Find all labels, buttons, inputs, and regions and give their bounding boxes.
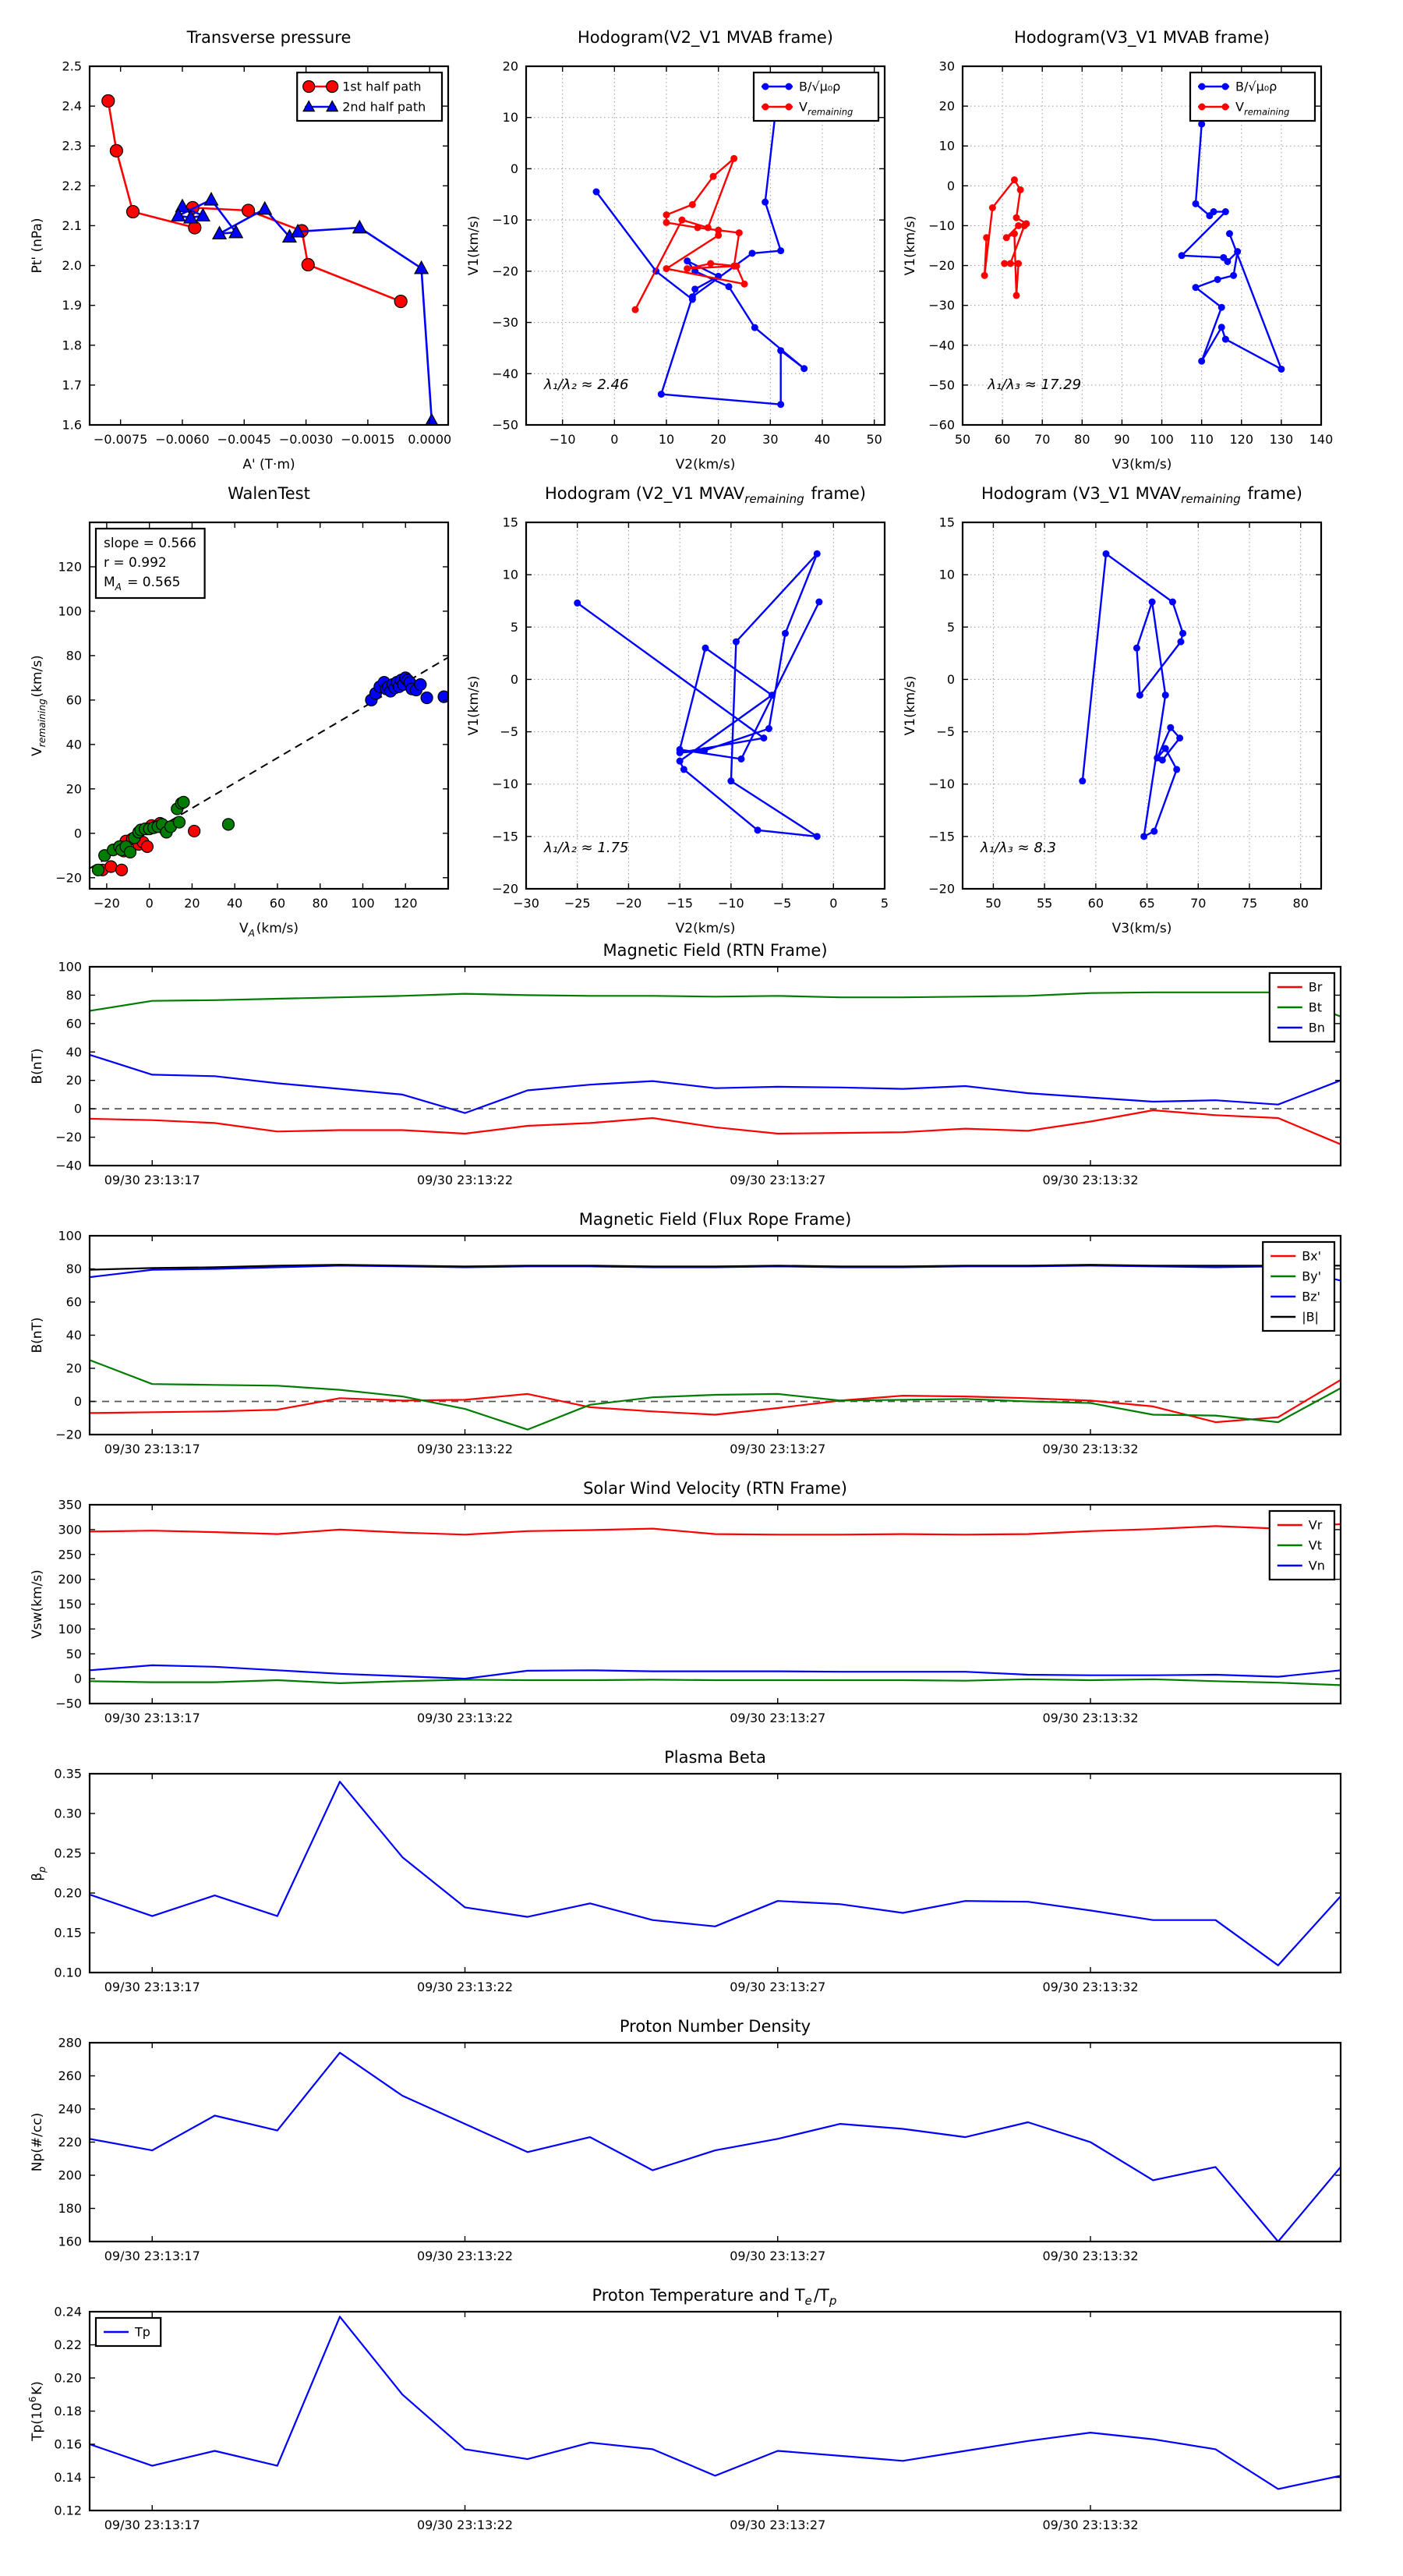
svg-text:20: 20: [65, 781, 82, 797]
series-Bn: [90, 1055, 1341, 1113]
svg-text:−60: −60: [928, 417, 955, 433]
series-Np: [90, 2053, 1341, 2242]
x-axis-label: A' (T·m): [242, 457, 295, 472]
series-Br: [90, 1110, 1341, 1145]
axis-ticks: [55, 960, 1341, 1188]
svg-text:09/30 23:13:27: 09/30 23:13:27: [730, 1173, 826, 1187]
svg-text:40: 40: [227, 896, 243, 911]
chart-title: Solar Wind Velocity (RTN Frame): [583, 1479, 847, 1498]
svg-text:0.15: 0.15: [54, 1925, 82, 1941]
svg-text:60: 60: [994, 432, 1011, 447]
x-axis-label: V2(km/s): [675, 921, 736, 936]
y-axis-label: B(nT): [30, 1048, 45, 1085]
svg-text:Bn: Bn: [1308, 1020, 1325, 1035]
chart-transverse_pressure: [30, 28, 451, 472]
chart-proton_density: [30, 2017, 1341, 2263]
annotation: λ₁/λ₃ ≈ 8.3: [981, 840, 1056, 856]
series-V_remaining: [981, 176, 1030, 299]
svg-text:20: 20: [938, 98, 955, 114]
chart-title: Plasma Beta: [664, 1748, 766, 1767]
svg-text:0: 0: [946, 671, 955, 687]
svg-text:−40: −40: [928, 338, 955, 353]
svg-text:350: 350: [58, 1497, 82, 1513]
svg-text:09/30 23:13:27: 09/30 23:13:27: [730, 2249, 826, 2263]
chart-title: Proton Number Density: [619, 2017, 811, 2036]
svg-text:50: 50: [985, 896, 1002, 911]
chart-title: WalenTest: [228, 484, 310, 503]
svg-text:09/30 23:13:17: 09/30 23:13:17: [104, 1980, 200, 1994]
y-axis-label: V1(km/s): [903, 215, 918, 276]
svg-text:Vremaining: $V_{remaining}$: [799, 99, 853, 118]
legend: [754, 73, 878, 121]
svg-text:65: 65: [1139, 896, 1155, 911]
svg-text:−0.0075: −0.0075: [93, 432, 148, 447]
series-Bt: [90, 993, 1341, 1017]
svg-text:260: 260: [58, 2068, 82, 2083]
svg-text:10: 10: [938, 567, 955, 582]
svg-text:−50: −50: [492, 417, 518, 433]
svg-text:−40: −40: [492, 366, 518, 381]
svg-text:1.9: 1.9: [62, 298, 82, 313]
svg-text:20: 20: [710, 432, 726, 447]
series-Vn: [90, 1665, 1341, 1679]
svg-text:09/30 23:13:32: 09/30 23:13:32: [1042, 1711, 1139, 1725]
series-V_path: [1079, 550, 1186, 840]
svg-text:−0.0030: −0.0030: [278, 432, 334, 447]
chart-title: Hodogram (V2_V1 $MVAV_{remaining}$ frame): [545, 484, 866, 506]
svg-text:2nd half path: 2nd half path: [342, 99, 426, 115]
svg-text:0: 0: [829, 896, 838, 911]
svg-text:09/30 23:13:32: 09/30 23:13:32: [1042, 2249, 1139, 2263]
svg-text:5: 5: [946, 619, 955, 635]
svg-text:80: 80: [1074, 432, 1090, 447]
svg-text:120: 120: [58, 559, 82, 575]
legend: [297, 73, 442, 121]
svg-text:10: 10: [502, 110, 518, 126]
svg-text:50: 50: [866, 432, 882, 447]
svg-text:0.12: 0.12: [54, 2503, 82, 2518]
svg-text:0.24: 0.24: [54, 2304, 82, 2319]
svg-text:−0.0015: −0.0015: [341, 432, 395, 447]
svg-text:120: 120: [393, 896, 418, 911]
svg-text:−25: −25: [564, 896, 591, 911]
svg-text:2.3: 2.3: [62, 138, 82, 154]
svg-text:0.35: 0.35: [54, 1766, 82, 1782]
svg-text:−20: −20: [928, 881, 955, 897]
series-1st half path: [102, 94, 407, 307]
svg-text:0.14: 0.14: [54, 2470, 82, 2485]
svg-text:0: 0: [610, 432, 619, 447]
svg-text:100: 100: [58, 1228, 82, 1244]
chart-mf_fluxrope: [30, 1210, 1341, 1456]
axes-frame: [526, 522, 885, 889]
svg-text:80: 80: [312, 896, 328, 911]
svg-text:−20: −20: [55, 1130, 82, 1145]
svg-text:0: 0: [510, 671, 518, 687]
svg-text:40: 40: [65, 737, 82, 752]
series-B_scaled: [1179, 121, 1285, 373]
svg-text:120: 120: [1229, 432, 1254, 447]
series-Vt: [90, 1679, 1341, 1686]
svg-text:−20: −20: [55, 1427, 82, 1442]
y-axis-label: V1(km/s): [903, 675, 918, 736]
svg-text:0.10: 0.10: [54, 1965, 82, 1980]
svg-text:0: 0: [73, 1394, 82, 1409]
svg-text:|B|: |B|: [1302, 1309, 1319, 1325]
chart-vsw_rtn: [30, 1479, 1341, 1725]
svg-text:0: 0: [510, 161, 518, 176]
svg-text:20: 20: [502, 58, 518, 74]
annotation: λ₁/λ₃ ≈ 17.29: [988, 377, 1082, 393]
stats-line: $M_A$ = 0.565: [104, 575, 181, 593]
svg-text:−10: −10: [492, 212, 518, 228]
svg-text:Vr: Vr: [1308, 1517, 1323, 1533]
svg-text:−5: −5: [772, 896, 792, 911]
svg-text:Tp: Tp: [135, 2324, 150, 2340]
x-axis-label: V3(km/s): [1111, 921, 1172, 936]
svg-text:09/30 23:13:22: 09/30 23:13:22: [416, 1173, 514, 1187]
axis-ticks: [55, 1498, 1341, 1726]
svg-text:B/√μ₀ρ: B/√μ₀ρ: [799, 79, 841, 94]
svg-text:55: 55: [1036, 896, 1053, 911]
svg-text:09/30 23:13:17: 09/30 23:13:17: [104, 1173, 200, 1187]
svg-text:70: 70: [1034, 432, 1051, 447]
y-axis-label: $V_{remaining}$ (km/s): [30, 655, 48, 756]
svg-text:By': By': [1302, 1269, 1322, 1284]
svg-text:0.20: 0.20: [54, 1885, 82, 1901]
svg-text:0.18: 0.18: [54, 2404, 82, 2419]
chart-title: Magnetic Field (Flux Rope Frame): [578, 1210, 852, 1229]
chart-hodogram_v3v1_mvab: [903, 28, 1333, 472]
svg-text:80: 80: [1292, 896, 1309, 911]
svg-text:90: 90: [1114, 432, 1130, 447]
svg-text:5: 5: [510, 619, 518, 635]
legend: [96, 2318, 161, 2346]
svg-text:−20: −20: [492, 264, 518, 279]
axis-ticks: [58, 2036, 1341, 2264]
svg-text:−5: −5: [500, 724, 518, 740]
svg-text:140: 140: [1309, 432, 1334, 447]
svg-text:−0.0045: −0.0045: [217, 432, 271, 447]
svg-text:−20: −20: [55, 870, 82, 886]
svg-text:−40: −40: [55, 1158, 82, 1173]
svg-text:09/30 23:13:17: 09/30 23:13:17: [104, 1711, 200, 1725]
svg-text:60: 60: [1087, 896, 1104, 911]
svg-text:Bt: Bt: [1308, 1000, 1323, 1015]
svg-text:100: 100: [1150, 432, 1174, 447]
svg-text:110: 110: [1189, 432, 1214, 447]
svg-text:09/30 23:13:17: 09/30 23:13:17: [104, 1442, 200, 1456]
stats-line: r = 0.992: [104, 555, 167, 571]
svg-text:180: 180: [58, 2201, 82, 2216]
svg-text:100: 100: [58, 603, 82, 619]
legend: [1270, 1511, 1334, 1580]
chart-title: Magnetic Field (RTN Frame): [603, 941, 828, 960]
svg-text:0.0000: 0.0000: [408, 432, 452, 447]
svg-text:−10: −10: [549, 432, 576, 447]
svg-text:0.25: 0.25: [54, 1845, 82, 1861]
svg-text:20: 20: [65, 1073, 82, 1088]
svg-text:1.6: 1.6: [62, 417, 82, 433]
series-Tp: [90, 2316, 1341, 2489]
series-beta_p: [90, 1782, 1341, 1966]
svg-text:160: 160: [58, 2234, 82, 2249]
svg-text:75: 75: [1241, 896, 1258, 911]
svg-text:09/30 23:13:32: 09/30 23:13:32: [1042, 1980, 1139, 1994]
chart-title: Hodogram (V3_V1 $MVAV_{remaining}$ frame): [981, 484, 1302, 506]
y-axis-label: V1(km/s): [466, 675, 482, 736]
svg-text:220: 220: [58, 2135, 82, 2150]
axes-frame: [90, 2043, 1341, 2242]
svg-text:0.20: 0.20: [54, 2370, 82, 2386]
svg-text:80: 80: [65, 648, 82, 663]
stats-line: slope = 0.566: [104, 536, 196, 551]
svg-text:50: 50: [954, 432, 971, 447]
y-axis-label: $Tp(10^6$ K): [27, 2381, 45, 2441]
svg-text:09/30 23:13:32: 09/30 23:13:32: [1042, 2518, 1139, 2532]
svg-text:Vremaining: $V_{remaining}$: [1235, 99, 1290, 118]
svg-text:2.2: 2.2: [62, 178, 82, 193]
svg-text:−30: −30: [513, 896, 539, 911]
svg-text:09/30 23:13:27: 09/30 23:13:27: [730, 2518, 826, 2532]
svg-text:09/30 23:13:32: 09/30 23:13:32: [1042, 1442, 1139, 1456]
svg-text:0.22: 0.22: [54, 2337, 82, 2352]
svg-text:10: 10: [938, 138, 955, 154]
svg-text:300: 300: [58, 1522, 82, 1537]
svg-text:−20: −20: [94, 896, 120, 911]
svg-text:2.0: 2.0: [62, 258, 82, 274]
svg-text:0: 0: [145, 896, 154, 911]
chart-hodogram_v2v1_mvav: [466, 484, 889, 936]
svg-text:10: 10: [502, 567, 518, 582]
svg-text:0.30: 0.30: [54, 1806, 82, 1821]
svg-text:60: 60: [65, 1294, 82, 1310]
y-axis-label: V1(km/s): [466, 215, 482, 276]
svg-text:200: 200: [58, 1572, 82, 1587]
svg-text:250: 250: [58, 1547, 82, 1562]
series-Vr: [90, 1524, 1341, 1534]
svg-text:Vn: Vn: [1308, 1558, 1325, 1573]
svg-text:5: 5: [880, 896, 889, 911]
chart-proton_temp: [27, 2286, 1341, 2532]
svg-text:09/30 23:13:22: 09/30 23:13:22: [416, 2249, 514, 2263]
svg-text:−10: −10: [928, 218, 955, 233]
chart-mf_rtn: [30, 941, 1341, 1187]
axes-frame: [90, 2312, 1341, 2511]
x-axis-label: $V_A$ (km/s): [239, 921, 299, 939]
svg-text:20: 20: [65, 1361, 82, 1376]
svg-text:−20: −20: [928, 258, 955, 274]
chart-hodogram_v2v1_mvab: [466, 28, 885, 472]
svg-text:Bz': Bz': [1302, 1289, 1320, 1304]
x-axis-label: V2(km/s): [675, 457, 736, 472]
svg-text:−15: −15: [928, 829, 955, 844]
svg-text:Bx': Bx': [1302, 1248, 1322, 1264]
y-axis-label: B(nT): [30, 1317, 45, 1353]
svg-text:−10: −10: [492, 777, 518, 792]
svg-text:60: 60: [65, 692, 82, 708]
x-axis-label: V3(km/s): [1111, 457, 1172, 472]
svg-text:80: 80: [65, 1261, 82, 1276]
svg-text:−20: −20: [492, 881, 518, 897]
svg-text:09/30 23:13:17: 09/30 23:13:17: [104, 2518, 200, 2532]
svg-text:−20: −20: [615, 896, 642, 911]
svg-text:60: 60: [269, 896, 286, 911]
svg-text:30: 30: [938, 58, 955, 74]
svg-text:0: 0: [73, 1671, 82, 1686]
svg-text:Br: Br: [1308, 979, 1323, 995]
axes-frame: [90, 1774, 1341, 1973]
svg-text:09/30 23:13:27: 09/30 23:13:27: [730, 1980, 826, 1994]
svg-text:2.1: 2.1: [62, 218, 82, 233]
svg-text:1.8: 1.8: [62, 338, 82, 353]
svg-text:40: 40: [65, 1044, 82, 1060]
svg-text:100: 100: [58, 959, 82, 975]
svg-text:09/30 23:13:27: 09/30 23:13:27: [730, 1442, 826, 1456]
svg-text:B/√μ₀ρ: B/√μ₀ρ: [1235, 79, 1278, 94]
svg-text:150: 150: [58, 1597, 82, 1612]
svg-text:50: 50: [65, 1646, 82, 1661]
svg-text:80: 80: [65, 987, 82, 1003]
chart-title: Hodogram(V3_V1 MVAB frame): [1014, 28, 1270, 47]
svg-text:15: 15: [938, 515, 955, 530]
legend: [1270, 973, 1334, 1042]
svg-text:2.4: 2.4: [62, 98, 82, 114]
svg-text:09/30 23:13:32: 09/30 23:13:32: [1042, 1173, 1139, 1187]
grid: [526, 522, 885, 889]
svg-text:1st half path: 1st half path: [342, 79, 422, 94]
svg-text:20: 20: [184, 896, 200, 911]
svg-text:1.7: 1.7: [62, 377, 82, 393]
annotation: λ₁/λ₂ ≈ 2.46: [544, 377, 629, 393]
chart-plasma_beta: [30, 1748, 1341, 1994]
svg-text:100: 100: [58, 1621, 82, 1637]
legend: [1190, 73, 1315, 121]
svg-text:−10: −10: [928, 777, 955, 792]
axis-ticks: [55, 1229, 1341, 1457]
svg-text:−50: −50: [55, 1696, 82, 1711]
svg-text:40: 40: [65, 1328, 82, 1343]
y-axis-label: Vsw(km/s): [30, 1569, 45, 1639]
chart-walen_test: [30, 484, 450, 939]
axis-ticks: [54, 2305, 1341, 2533]
series-V_path: [574, 550, 822, 840]
svg-text:70: 70: [1190, 896, 1207, 911]
svg-text:40: 40: [814, 432, 831, 447]
svg-text:0: 0: [73, 826, 82, 841]
svg-text:240: 240: [58, 2101, 82, 2117]
svg-text:−50: −50: [928, 377, 955, 393]
svg-text:09/30 23:13:17: 09/30 23:13:17: [104, 2249, 200, 2263]
svg-text:60: 60: [65, 1016, 82, 1031]
svg-text:−30: −30: [928, 298, 955, 313]
series-scatter_blue: [366, 672, 450, 706]
svg-text:0.16: 0.16: [54, 2436, 82, 2452]
svg-text:2.5: 2.5: [62, 58, 82, 74]
svg-text:09/30 23:13:27: 09/30 23:13:27: [730, 1711, 826, 1725]
svg-text:−15: −15: [666, 896, 694, 911]
legend: [1263, 1242, 1334, 1331]
svg-text:0: 0: [946, 178, 955, 193]
svg-text:100: 100: [351, 896, 375, 911]
svg-text:−30: −30: [492, 315, 518, 331]
y-axis-label: Pt' (nPa): [30, 218, 45, 274]
chart-title: Proton Temperature and $T_e$ $/T_p$: [592, 2286, 837, 2308]
svg-text:15: 15: [502, 515, 518, 530]
chart-hodogram_v3v1_mvav: [903, 484, 1321, 936]
svg-text:−5: −5: [936, 724, 955, 740]
chart-title: Hodogram(V2_V1 MVAB frame): [578, 28, 833, 47]
svg-text:0: 0: [73, 1101, 82, 1116]
svg-text:130: 130: [1269, 432, 1294, 447]
svg-text:−10: −10: [717, 896, 744, 911]
svg-text:280: 280: [58, 2035, 82, 2051]
svg-text:10: 10: [658, 432, 675, 447]
svg-text:09/30 23:13:22: 09/30 23:13:22: [416, 1980, 514, 1994]
svg-text:200: 200: [58, 2167, 82, 2183]
svg-text:−0.0060: −0.0060: [155, 432, 210, 447]
svg-text:Vt: Vt: [1308, 1537, 1323, 1553]
svg-text:−15: −15: [492, 829, 518, 844]
chart-title: Transverse pressure: [186, 28, 352, 47]
series-Bz': [90, 1265, 1341, 1280]
svg-text:09/30 23:13:22: 09/30 23:13:22: [416, 2518, 514, 2532]
axis-ticks: [54, 1767, 1341, 1995]
svg-text:09/30 23:13:22: 09/30 23:13:22: [416, 1442, 514, 1456]
annotation: λ₁/λ₂ ≈ 1.75: [544, 840, 629, 856]
y-axis-label: Np(#/cc): [30, 2112, 45, 2172]
y-axis-label: $\beta_p$: [30, 1867, 48, 1881]
series-By': [90, 1360, 1341, 1429]
svg-text:30: 30: [762, 432, 779, 447]
svg-text:09/30 23:13:22: 09/30 23:13:22: [416, 1711, 514, 1725]
